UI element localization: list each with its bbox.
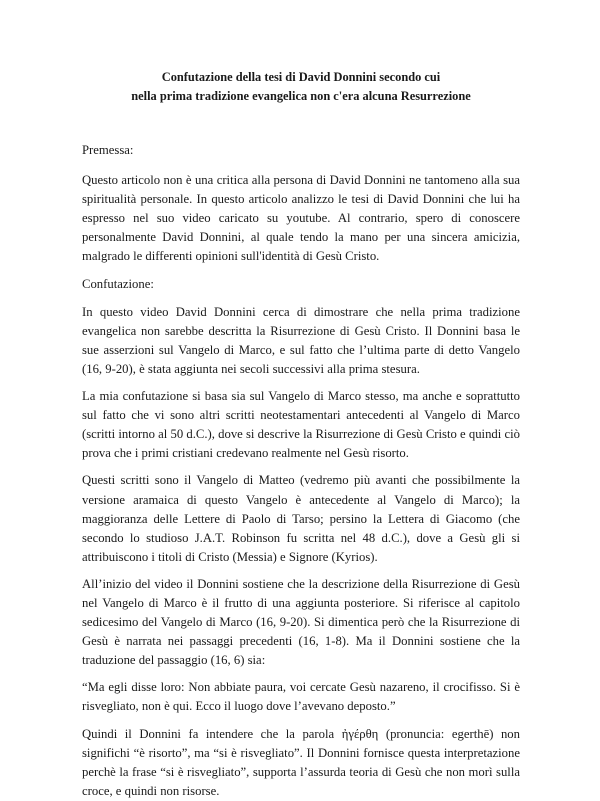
body-paragraph: All’inizio del video il Donnini sostiene che la descrizione della Risurrezione di Gesù nel Vangelo di Marco è il frutto di una aggiunta posteriore. Si riferisce al capitolo sedicesimo del Vangelo di Marco (16, 9-20). Si dimentica però che la Risurrezione di Gesù è narrata nei passaggi precedenti (16, 1-8). Ma il Donnini sostiene che la traduzione del passaggio (16, 6) sia: <box>82 576 520 668</box>
document-page <box>82 68 520 801</box>
title-line-1: Confutazione della tesi di David Donnini secondo cui <box>161 70 441 84</box>
body-paragraph: Questi scritti sono il Vangelo di Matteo (vedremo più avanti che possibilmente la versione aramaica di questo Vangelo è antecedente al Vangelo di Marco); la maggioranza delle Lettere di Paolo di Tarso; persino la Lettera di Giacomo (che secondo lo studioso J.A.T. Robinson fu scritta nel 48 d.C.), dove a Gesù gli si attribuiscono i titoli di Cristo (Messia) e Signore (Kyrios). <box>82 473 520 564</box>
section-heading-confutazione: Confutazione: <box>82 276 154 291</box>
body-paragraph: In questo video David Donnini cerca di dimostrare che nella prima tradizione evangelica non sarebbe descritta la Risurrezione di Gesù Cristo. Il Donnini basa le sue asserzioni sul Vangelo di Marco, e sul fatto che l’ultima parte di detto Vangelo (16, 9-20), è stata aggiunta nei secoli successivi alla prima stesura. <box>82 304 520 376</box>
title-line-2: nella prima tradizione evangelica non c'era alcuna Resurrezione <box>131 89 471 103</box>
quotation-paragraph: “Ma egli disse loro: Non abbiate paura, voi cercate Gesù nazareno, il crocifisso. Si è risvegliato, non è qui. Ecco il luogo dove l’avevano deposto.” <box>82 680 520 714</box>
premessa-paragraph: Questo articolo non è una critica alla persona di David Donnini ne tantomeno alla sua spiritualità personale. In questo articolo analizzo le tesi di David Donnini che lui ha espresso nel suo video caricato su youtube. Al contrario, spero di conoscere personalmente David Donnini, al quale tendo la mano per una sincera amicizia, malgrado le differenti opinioni sull'identità di Gesù Cristo. <box>82 173 520 264</box>
body-paragraph: Quindi il Donnini fa intendere che la parola ἠγέρθη (pronuncia: egerthē) non significhi “è risorto”, ma “si è risvegliato”. Il Donnini fornisce questa interpretazione perchè la frase “si è risvegliato”, supporta l’assurda teoria di Gesù che non morì sulla croce, e quindi non risorse. <box>82 726 520 798</box>
section-heading-premessa: Premessa: <box>82 143 134 157</box>
body-paragraph: La mia confutazione si basa sia sul Vangelo di Marco stesso, ma anche e soprattutto sul fatto che vi sono altri scritti neotestamentari antecedenti al Vangelo di Marco (scritti intorno al 50 d.C.), dove si descrive la Risurrezione di Gesù Cristo e quindi ciò prova che i primi cristiani credevano realmente nel Gesù risorto. <box>82 389 520 461</box>
document-title <box>82 68 520 106</box>
